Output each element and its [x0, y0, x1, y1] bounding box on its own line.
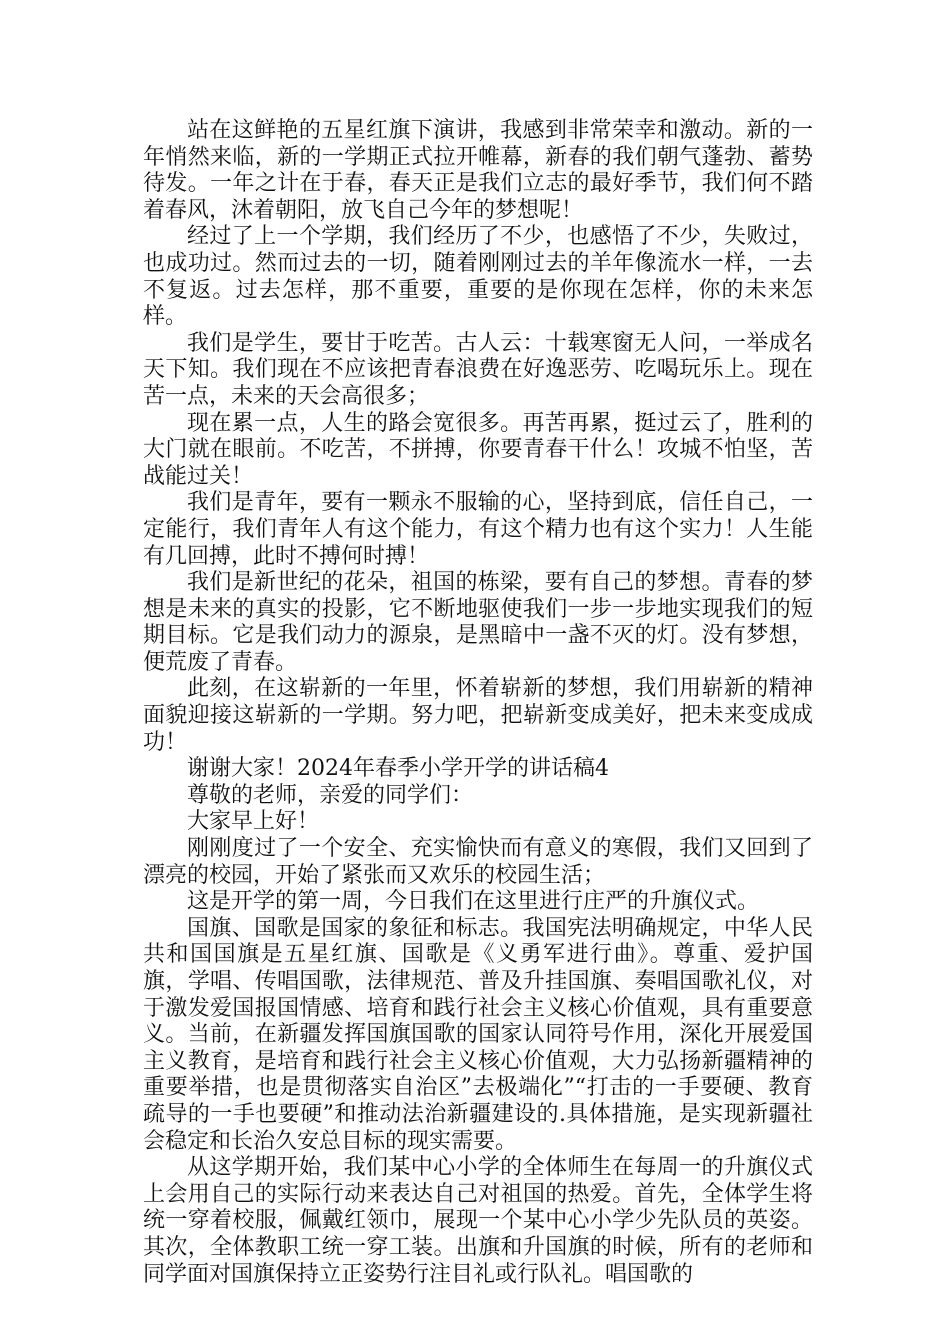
- paragraph: 从这学期开始，我们某中心小学的全体师生在每周一的升旗仪式上会用自己的实际行动来表达自己对祖国的热爱。首先，全体学生将统一穿着校服，佩戴红领巾，展现一个某中心小学少先队员的英姿。其次，全体教职工统一穿工装。出旗和升国旗的时候，所有的老师和同学面对国旗保持立正姿势行注目礼或行队礼。唱国歌的: [143, 1155, 813, 1287]
- paragraph: 此刻，在这崭新的一年里，怀着崭新的梦想，我们用崭新的精神面貌迎接这崭新的一学期。努力吧，把崭新变成美好，把未来变成成功！: [143, 676, 813, 755]
- paragraph: 经过了上一个学期，我们经历了不少，也感悟了不少，失败过，也成功过。然而过去的一切，随着刚刚过去的羊年像流水一样，一去不复返。过去怎样，那不重要，重要的是你现在怎样，你的未来怎样。: [143, 224, 813, 330]
- greeting: 大家早上好！: [187, 809, 320, 835]
- paragraph: 站在这鲜艳的五星红旗下演讲，我感到非常荣幸和激动。新的一年悄然来临，新的一学期正式拉开帷幕，新春的我们朝气蓬勃、蓄势待发。一年之计在于春，春天正是我们立志的最好季节，我们何不踏着春风，沐着朝阳，放飞自己今年的梦想呢！: [143, 118, 813, 223]
- paragraph: 我们是学生，要甘于吃苦。古人云：十载寒窗无人问，一举成名天下知。我们现在不应该把青春浪费在好逸恶劳、吃喝玩乐上。现在苦一点，未来的天会高很多；: [143, 330, 813, 409]
- paragraph: 国旗、国歌是国家的象征和标志。我国宪法明确规定，中华人民共和国国旗是五星红旗、国歌是《义勇军进行曲》。尊重、爱护国旗，学唱、传唱国歌，法律规范、普及升挂国旗、奏唱国歌礼仪，对于激发爱国报国情感、培育和践行社会主义核心价值观，具有重要意义。当前，在新疆发挥国旗国歌的国家认同符号作用，深化开展爱国主义教育，是培育和践行社会主义核心价值观，大力弘扬新疆精神的重要举措，也是贯彻落实自治区”去极端化”“打击的一手要硬、教育疏导的一手也要硬”和推动法治新疆建设的.具体措施，是实现新疆社会稳定和长治久安总目标的现实需要。: [143, 915, 813, 1154]
- paragraph-heading: 谢谢大家！2024年春季小学开学的讲话稿4: [187, 756, 609, 782]
- paragraph: 刚刚度过了一个安全、充实愉快而有意义的寒假，我们又回到了漂亮的校园，开始了紧张而又欢乐的校园生活；: [143, 836, 813, 888]
- paragraph: 我们是青年，要有一颗永不服输的心，坚持到底，信任自己，一定能行，我们青年人有这个能力，有这个精力也有这个实力！人生能有几回搏，此时不搏何时搏！: [143, 490, 813, 569]
- paragraph: 这是开学的第一周，今日我们在这里进行庄严的升旗仪式。: [187, 889, 760, 915]
- salutation: 尊敬的老师，亲爱的同学们：: [187, 782, 474, 808]
- paragraph: 现在累一点，人生的路会宽很多。再苦再累，挺过云了，胜利的大门就在眼前。不吃苦，不拼搏，你要青春干什么！攻城不怕坚，苦战能过关！: [143, 410, 813, 489]
- paragraph: 我们是新世纪的花朵，祖国的栋梁，要有自己的梦想。青春的梦想是未来的真实的投影，它不断地驱使我们一步一步地实现我们的短期目标。它是我们动力的源泉，是黑暗中一盏不灭的灯。没有梦想，便荒废了青春。: [143, 570, 813, 675]
- document-body: [143, 118, 813, 1288]
